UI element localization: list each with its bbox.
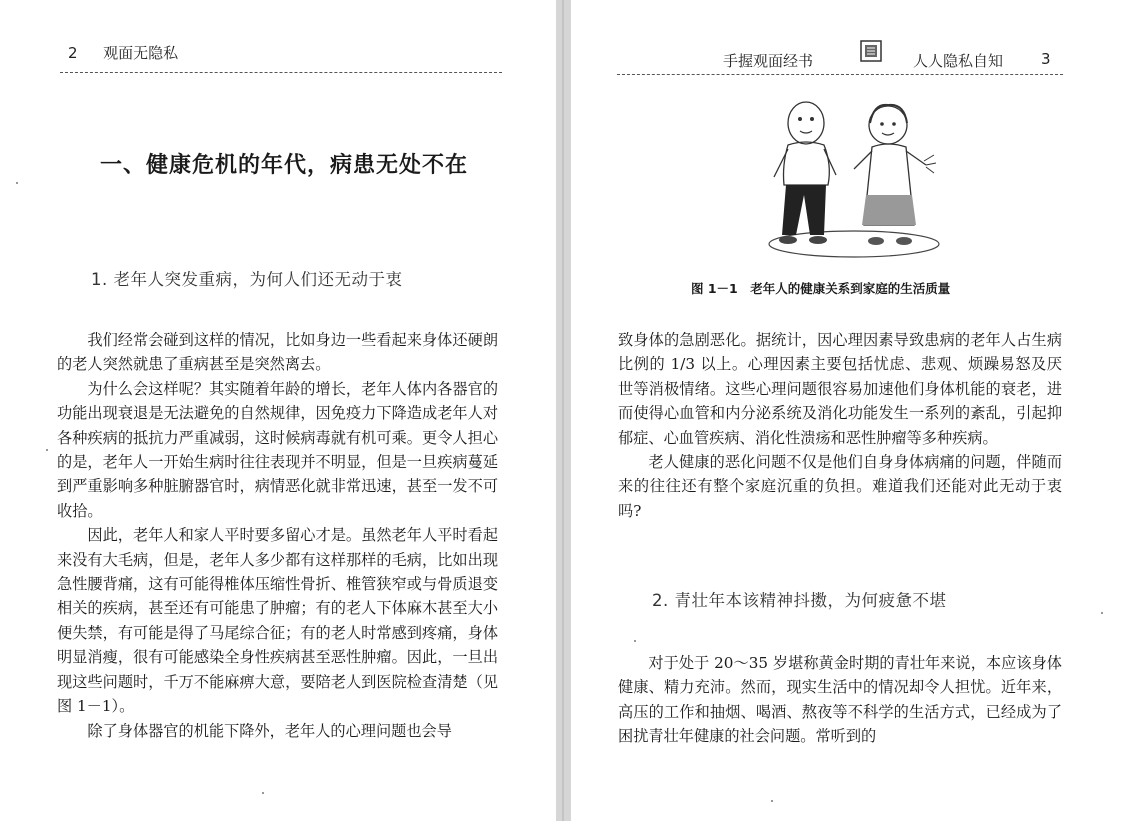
header-rule-right bbox=[617, 74, 1063, 75]
running-head-right-left: 手握观面经书 bbox=[723, 52, 814, 70]
paragraph: 除了身体器官的机能下降外，老年人的心理问题也会导 bbox=[87, 721, 452, 740]
left-page bbox=[0, 0, 556, 821]
right-page bbox=[571, 0, 1129, 821]
page-number-left: 2 bbox=[68, 44, 78, 62]
page-number-right: 3 bbox=[1041, 50, 1051, 68]
left-body-text bbox=[57, 328, 498, 743]
paragraph: 为什么会这样呢？其实随着年龄的增长，老年人体内各器官的功能出现衰退是无法避免的自然规律，因免疫力下降造成老年人对各种疾病的抵抗力严重减弱，这时候病毒就有机可乘。更令人担心的是，老年人一开始生病时往往表现并不明显，但是一旦疾病蔓延到严重影响多种脏腑器官时，病情恶化就非常迅速，甚至一发不可收拾。 bbox=[57, 379, 498, 520]
section-heading-1: 1. 老年人突发重病，为何人们还无动于衷 bbox=[91, 270, 403, 289]
header-rule-left bbox=[60, 72, 502, 73]
scan-speck bbox=[16, 182, 18, 184]
scan-speck bbox=[1101, 612, 1103, 614]
scan-speck bbox=[771, 800, 773, 802]
chapter-title: 一、健康危机的年代，病患无处不在 bbox=[100, 152, 469, 178]
running-head-right-right: 人人隐私自知 bbox=[913, 52, 1004, 70]
scan-speck bbox=[634, 640, 636, 642]
running-title-left: 观面无隐私 bbox=[103, 44, 179, 62]
paragraph: 致身体的急剧恶化。据统计，因心理因素导致患病的老年人占生病比例的 1/3 以上。心理因素主要包括忧虑、悲观、烦躁易怒及厌世等消极情绪。这些心理问题很容易加速他们身体机能的衰老，进而使得心血管和内分泌系统及消化功能发生一系列的紊乱，引起抑郁症、心血管疾病、消化性溃疡和恶性肿瘤等多种疾病。 bbox=[618, 331, 1062, 447]
scan-speck bbox=[262, 792, 264, 794]
elderly-couple-illustration bbox=[766, 95, 946, 260]
right-body-text-bottom bbox=[618, 651, 1062, 749]
scan-speck bbox=[46, 449, 48, 451]
right-body-text-top bbox=[618, 328, 1062, 523]
paragraph: 对于处于 20～35 岁堪称黄金时期的青壮年来说，本应该身体健康、精力充沛。然而，现实生活中的情况却令人担忧。近年来，高压的工作和抽烟、喝酒、熬夜等不科学的生活方式，已经成为了困扰青壮年健康的社会问题。常听到的 bbox=[618, 654, 1062, 746]
running-head-left bbox=[68, 42, 178, 63]
page-gutter bbox=[556, 0, 571, 821]
paragraph: 我们经常会碰到这样的情况，比如身边一些看起来身体还硬朗的老人突然就患了重病甚至是突然离去。 bbox=[57, 331, 498, 374]
paragraph: 老人健康的恶化问题不仅是他们自身身体病痛的问题，伴随而来的往往还有整个家庭沉重的负担。难道我们还能对此无动于衷吗? bbox=[618, 453, 1062, 520]
paragraph: 因此，老年人和家人平时要多留心才是。虽然老年人平时看起来没有大毛病，但是，老年人多少都有这样那样的毛病，比如出现急性腰背痛，这有可能得椎体压缩性骨折、椎管狭窄或与骨质退变相关的疾病，甚至还有可能患了肿瘤；有的老人下体麻木甚至大小便失禁，有可能是得了马尾综合征；有的老人时常感到疼痛，身体明显消瘦，很有可能感染全身性疾病甚至恶性肿瘤。因此，一旦出现这些问题时，千万不能麻痹大意，要陪老人到医院检查清楚（见图 1－1）。 bbox=[57, 526, 498, 716]
section-heading-2: 2. 青壮年本该精神抖擞，为何疲惫不堪 bbox=[652, 591, 947, 610]
figure-caption: 图 1－1 老年人的健康关系到家庭的生活质量 bbox=[691, 281, 951, 296]
header-ornament-icon bbox=[858, 38, 884, 64]
